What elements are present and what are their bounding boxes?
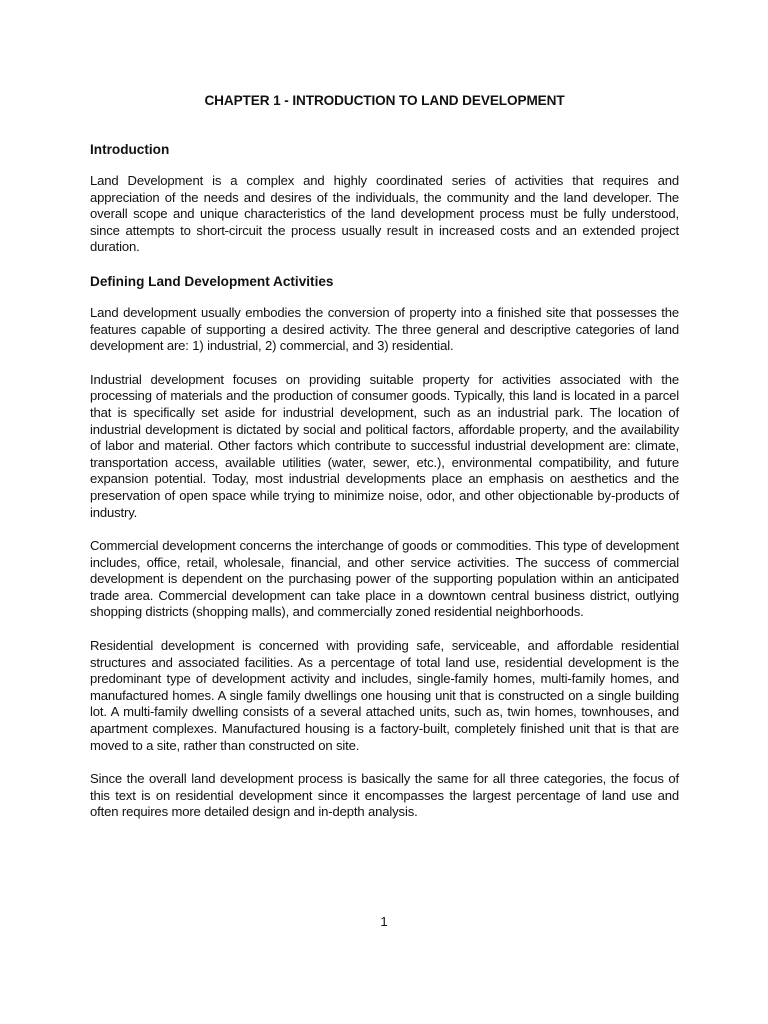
page-content [90,92,679,838]
paragraph-focus-of-text: Since the overall land development process is basically the same for all three categories, the focus of this text is on residential development since it encompasses the largest percentage of land use and often requires more detailed design and in-depth analysis. [90,771,679,820]
page-number: 1 [380,914,388,929]
section-heading-defining-activities: Defining Land Development Activities [90,273,334,289]
paragraph-introduction: Land Development is a complex and highly coordinated series of activities that requires and appreciation of the needs and desires of the individuals, the community and the land developer. The overall scope and unique characteristics of the land development process must be fully understood, since attempts to short-circuit the process usually result in increased costs and an extended project duration. [90,173,679,255]
section-heading-introduction: Introduction [90,142,170,157]
paragraph-commercial-development: Commercial development concerns the interchange of goods or commodities. This type of development includes, office, retail, wholesale, financial, and other service activities. The success of commercial development is dependent on the purchasing power of the supporting population within an anticipated trade area. Commercial development can take place in a downtown central business district, outlying shopping districts (shopping malls), and commercially zoned residential neighborhoods. [90,538,679,620]
paragraph-land-development-definition: Land development usually embodies the conversion of property into a finished site that possesses the features capable of supporting a desired activity. The three general and descriptive categories of land development are: 1) industrial, 2) commercial, and 3) residential. [90,304,679,354]
paragraph-industrial-development: Industrial development focuses on providing suitable property for activities associated with the processing of materials and the production of consumer goods. Typically, this land is located in a parcel that is specifically set aside for industrial development, such as an industrial park. The location of industrial development is dictated by social and political factors, affordable property, and the availability of labor and material. Other factors which contribute to successful industrial development are: climate, transportation access, available utilities (water, sewer, etc.), environmental compatibility, and future expansion potential. Today, most industrial developments place an emphasis on aesthetics and the preservation of open space while trying to minimize noise, odor, and other objectionable by-products of industry. [90,371,679,520]
paragraph-residential-development: Residential development is concerned with providing safe, serviceable, and affordable residential structures and associated facilities. As a percentage of total land use, residential development is the predominant type of development activity and includes, single-family homes, multi-family homes, and manufactured homes. A single family dwellings one housing unit that is constructed on a single building lot. A multi-family dwelling consists of a several attached units, such as, twin homes, townhouses, and apartment complexes. Manufactured housing is a factory-built, completely finished unit that is that are moved to a site, rather than constructed on site. [90,638,679,753]
chapter-title: CHAPTER 1 - INTRODUCTION TO LAND DEVELOPMENT [204,93,565,108]
